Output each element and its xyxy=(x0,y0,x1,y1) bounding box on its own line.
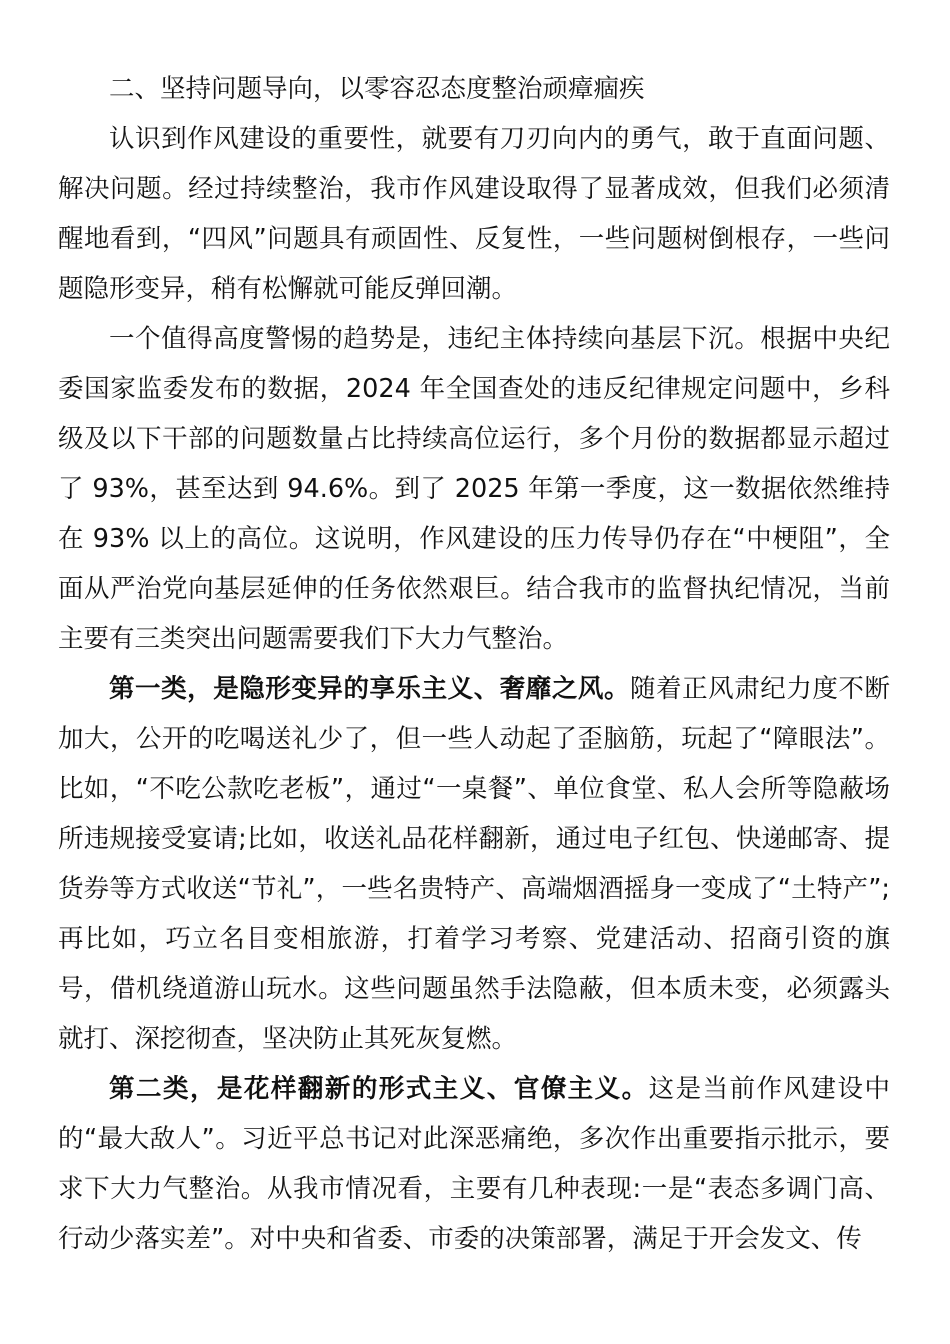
paragraph-lead: 第二类，是花样翻新的形式主义、官僚主义。 xyxy=(109,1074,649,1104)
paragraph-text: 一个值得高度警惕的趋势是，违纪主体持续向基层下沉。根据中央纪委国家监委发布的数据，2024 年全国查处的违反纪律规定问题中，乡科级及以下干部的问题数量占比持续高位运行，多个月份的数据都显示超过了 93%，甚至达到 94.6%。到了 2025 年第一季度，这一数据依然维持在 93% 以上的高位。这说明，作风建设的压力传导仍存在“中梗阻”，全面从严治党向基层延伸的任务依然艰巨。结合我市的监督执纪情况，当前主要有三类突出问题需要我们下大力气整治。 xyxy=(58,324,890,654)
paragraph-text: 随着正风肃纪力度不断加大，公开的吃喝送礼少了，但一些人动起了歪脑筋，玩起了“障眼法”。比如，“不吃公款吃老板”，通过“一桌餐”、单位食堂、私人会所等隐蔽场所违规接受宴请;比如，收送礼品花样翻新，通过电子红包、快递邮寄、提货券等方式收送“节礼”，一些名贵特产、高端烟酒摇身一变成了“土特产”;再比如，巧立名目变相旅游，打着学习考察、党建活动、招商引资的旗号，借机绕道游山玩水。这些问题虽然手法隐蔽，但本质未变，必须露头就打、深挖彻查，坚决防止其死灰复燃。 xyxy=(58,674,890,1054)
document-page xyxy=(58,64,890,1264)
paragraph-lead: 第一类，是隐形变异的享乐主义、奢靡之风。 xyxy=(109,674,631,704)
paragraph-category-one xyxy=(58,664,890,1064)
section-heading: 二、坚持问题导向，以零容忍态度整治顽瘴痼疾 xyxy=(109,74,645,104)
paragraph-importance xyxy=(58,114,890,314)
paragraph-grassroots-trend xyxy=(58,314,890,664)
paragraph-text: 认识到作风建设的重要性，就要有刀刃向内的勇气，敢于直面问题、解决问题。经过持续整治，我市作风建设取得了显著成效，但我们必须清醒地看到，“四风”问题具有顽固性、反复性，一些问题树倒根存，一些问题隐形变异，稍有松懈就可能反弹回潮。 xyxy=(58,124,890,304)
paragraph-text: 这是当前作风建设中的“最大敌人”。习近平总书记对此深恶痛绝，多次作出重要指示批示，要求下大力气整治。从我市情况看，主要有几种表现:一是“表态多调门高、行动少落实差”。对中央和省委、市委的决策部署，满足于开会发文、传 xyxy=(58,1074,890,1254)
paragraph-category-two xyxy=(58,1064,890,1264)
